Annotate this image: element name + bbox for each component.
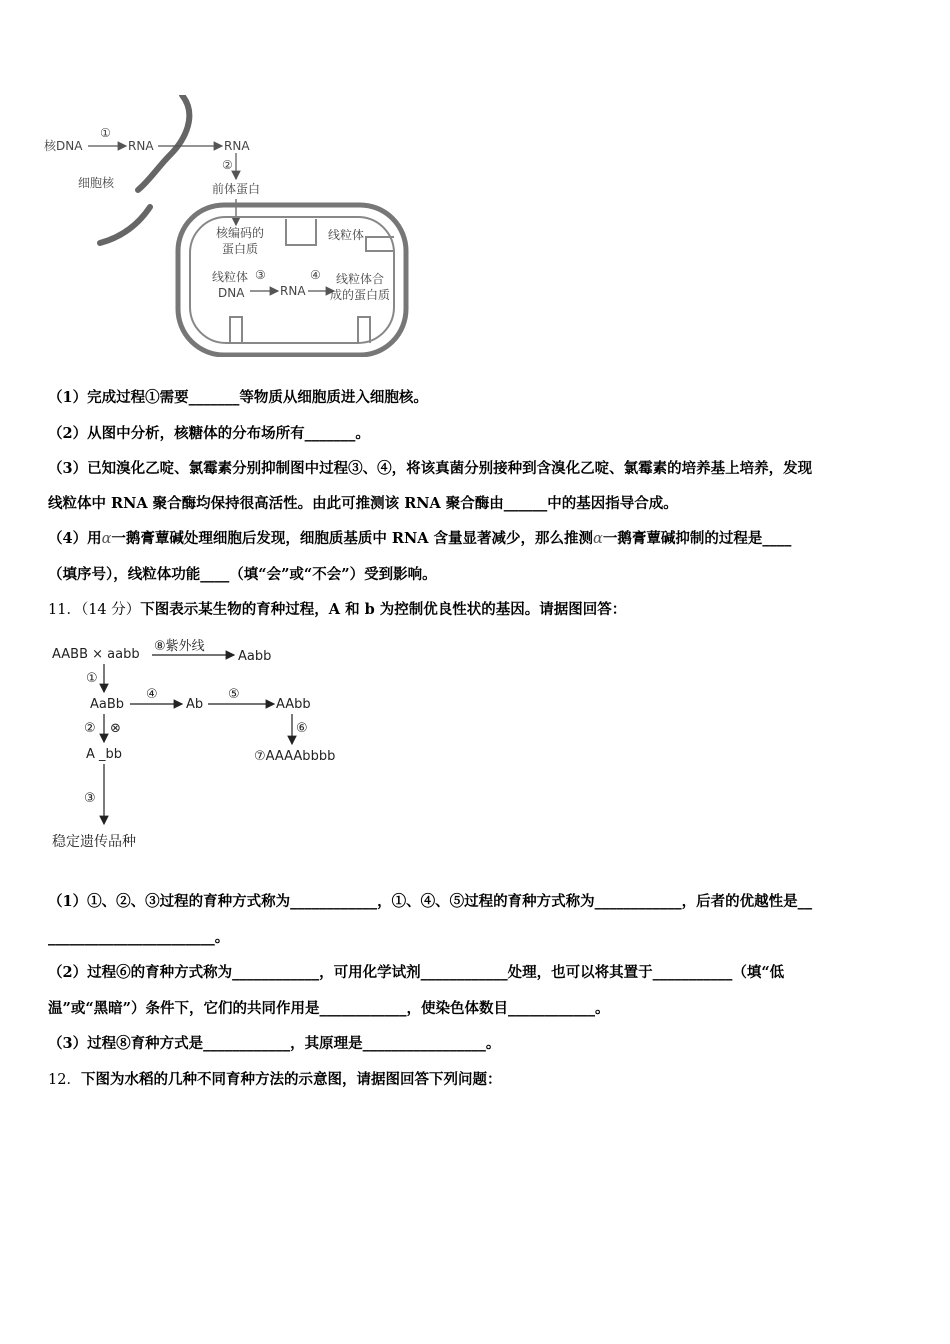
label-step2: ② bbox=[222, 158, 233, 172]
label-step3: ③ bbox=[255, 268, 266, 282]
q11-part1-line2: _______________________。 bbox=[48, 929, 230, 946]
label-step1: ① bbox=[86, 671, 98, 686]
q10-part1: （1）完成过程①需要_______等物质从细胞质进入细胞核。 bbox=[48, 389, 428, 406]
alpha-symbol-2: α bbox=[593, 531, 603, 547]
label-rna1: RNA bbox=[128, 139, 154, 153]
label-rna2: RNA bbox=[224, 139, 250, 153]
crista-bottom-left bbox=[230, 317, 242, 343]
q11-part2-line2: 温”或“黑暗”）条件下，它们的共同作用是____________，使染色体数目____________。 bbox=[48, 1000, 610, 1017]
label-mito-protein-1: 线粒体合 bbox=[336, 272, 385, 286]
q10-part2: （2）从图中分析，核糖体的分布场所有_______。 bbox=[48, 425, 370, 442]
label-aabb2: AAbb bbox=[276, 697, 311, 712]
selfing-symbol: ⊗ bbox=[110, 721, 121, 736]
label-a-bb: A _bb bbox=[86, 747, 123, 762]
label-cross: AABB × aabb bbox=[52, 647, 140, 662]
label-nucleus: 细胞核 bbox=[78, 176, 115, 190]
label-mito-dna-2: DNA bbox=[218, 286, 245, 300]
crista-bottom-right bbox=[358, 317, 370, 343]
q11-part3: （3）过程⑧育种方式是____________，其原理是_________________。 bbox=[48, 1035, 501, 1052]
label-step2: ② bbox=[84, 721, 96, 736]
label-mitochondrion: 线粒体 bbox=[328, 228, 365, 242]
label-stable-variety: 稳定遗传品种 bbox=[52, 834, 136, 850]
q10-part4-line1: （4）用α一鹅膏蕈碱处理细胞后发现，细胞质基质中 RNA 含量显著减少，那么推测α一鹅膏蕈碱抑制的过程是____ bbox=[48, 530, 792, 547]
label-precursor: 前体蛋白 bbox=[212, 182, 261, 196]
label-step5: ⑤ bbox=[228, 687, 240, 702]
figure-mitochondria-diagram bbox=[40, 95, 420, 357]
label-step4: ④ bbox=[310, 268, 321, 282]
crista-top bbox=[286, 219, 316, 245]
q10-part4-line2: （填序号），线粒体功能____（填“会”或“不会”）受到影响。 bbox=[48, 566, 437, 583]
label-f1: AaBb bbox=[90, 697, 125, 712]
q11-stem: 11．（14 分）下图表示某生物的育种过程，A 和 b 为控制优良性状的基因。请据图回答： bbox=[48, 601, 627, 618]
q12-stem: 12．下图为水稻的几种不同育种方法的示意图，请据图回答下列问题： bbox=[48, 1071, 502, 1088]
q10-part3-line1: （3）已知溴化乙啶、氯霉素分别抑制图中过程③、④，将该真菌分别接种到含溴化乙啶、氯霉素的培养基上培养，发现 bbox=[48, 460, 813, 477]
q11-part1-line1: （1）①、②、③过程的育种方式称为____________，①、④、⑤过程的育种方式称为____________，后者的优越性是__ bbox=[48, 893, 813, 910]
label-step6: ⑥ bbox=[296, 721, 308, 736]
label-nuclear-encoded-2: 蛋白质 bbox=[222, 242, 259, 256]
figure-breeding-diagram bbox=[48, 638, 348, 858]
crista-right bbox=[366, 237, 394, 251]
label-nuclear-encoded-1: 核编码的 bbox=[216, 226, 265, 240]
alpha-symbol: α bbox=[101, 531, 112, 547]
label-nuclear-dna: 核DNA bbox=[44, 139, 83, 153]
label-mito-protein-2: 成的蛋白质 bbox=[330, 288, 391, 302]
label-step1: ① bbox=[100, 126, 111, 140]
label-step7-result: ⑦AAAAbbbb bbox=[254, 749, 336, 764]
q11-part2-line1: （2）过程⑥的育种方式称为____________，可用化学试剂____________处理，也可以将其置于___________（填“低 bbox=[48, 964, 785, 981]
label-aabb-mutant: Aabb bbox=[238, 649, 272, 664]
label-step3: ③ bbox=[84, 791, 96, 806]
q10-part3-line2: 线粒体中 RNA 聚合酶均保持很高活性。由此可推测该 RNA 聚合酶由______中的基因指导合成。 bbox=[48, 495, 678, 512]
label-ab-haploid: Ab bbox=[186, 697, 204, 712]
label-step8: ⑧紫外线 bbox=[154, 639, 205, 654]
nuclear-envelope-lower bbox=[100, 207, 150, 243]
label-mito-dna-1: 线粒体 bbox=[212, 270, 249, 284]
label-step4: ④ bbox=[146, 687, 158, 702]
label-rna3: RNA bbox=[280, 284, 306, 298]
